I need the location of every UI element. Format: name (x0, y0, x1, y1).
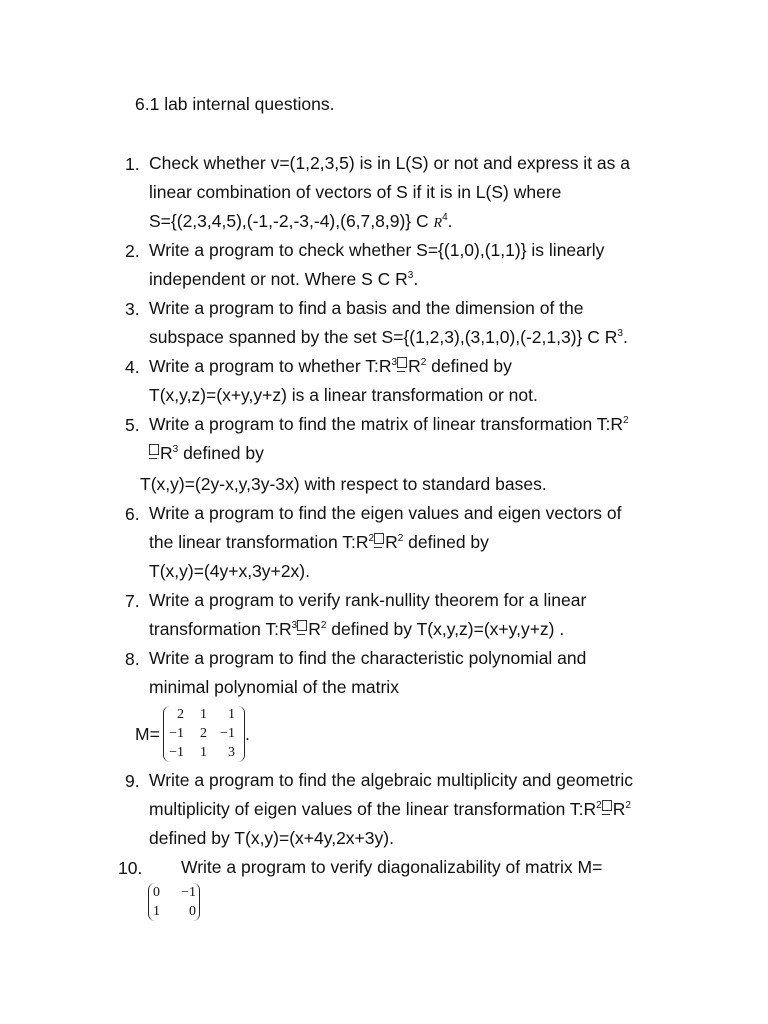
item-text-line: Check whether v=(1,2,3,5) is in L(S) or not and express it as a (149, 153, 630, 173)
item-text-line: defined by T(x,y)=(x+4y,2x+3y). (149, 828, 394, 848)
item-text-line: Write a program to whether $T:R^3$ $R^2$ defined by (149, 356, 512, 376)
item-number: 6. (125, 504, 140, 524)
item-text-line: linear combination of vectors of S if it is in L(S) where (149, 182, 562, 202)
document-heading: 6.1 lab internal questions. (135, 94, 335, 114)
missing-arrow-glyph-icon (397, 357, 407, 368)
item-text-line: T(x,y,z)=(x+y,y+z) is a linear transformation or not. (149, 385, 538, 405)
item-text-line: Write a program to find the eigen values and eigen vectors of (149, 503, 622, 523)
matrix-right-bracket (193, 883, 200, 921)
item-number: 10. (118, 858, 143, 878)
item-number: 3. (125, 299, 140, 319)
item-text-line: Write a program to find a basis and the dimension of the (149, 298, 584, 318)
matrix-end: . (245, 724, 250, 744)
item-text-line: T(x,y)=(2y-x,y,3y-3x) with respect to standard bases. (140, 474, 547, 494)
item-number: 5. (125, 415, 140, 435)
item-number: 7. (125, 591, 140, 611)
matrix-m-2x2: 0 −1 1 0 (153, 885, 196, 919)
item-text-line: Write a program to find the matrix of linear transformation $T:R^2$ (149, 414, 629, 434)
item-text-line: transformation $T:R^3$ $R^2$ defined by T(x,y,z)=(x+y,y+z) . (149, 619, 565, 639)
item-text-line: independent or not. Where S C $R^3$. (149, 269, 419, 289)
missing-arrow-glyph-icon (297, 620, 307, 631)
item-number: 8. (125, 649, 140, 669)
item-text-line: Write a program to verify diagonalizability of matrix M= (181, 857, 603, 877)
item-number: 1. (125, 154, 140, 174)
missing-arrow-glyph-icon (149, 444, 159, 455)
matrix-right-bracket (238, 706, 245, 762)
missing-arrow-glyph-icon (602, 800, 612, 811)
matrix-m-3x3: 2 1 1 −1 2 −1 −1 1 3 (169, 707, 235, 760)
item-text-line: subspace spanned by the set S={(1,2,3),(3,1,0),(-2,1,3)} C $R^3$. (149, 327, 628, 347)
item-text-line: Write a program to check whether S={(1,0),(1,1)} is linearly (149, 240, 605, 260)
item-number: 9. (125, 771, 140, 791)
item-text-line: $R^3$ defined by (149, 439, 264, 468)
matrix-label: M= (135, 724, 160, 744)
item-text-line: Write a program to find the characteristic polynomial and (149, 648, 587, 668)
vector-space-symbol: R (433, 216, 443, 231)
item-number: 2. (125, 241, 140, 261)
item-text-line: Write a program to find the algebraic multiplicity and geometric (149, 770, 634, 790)
missing-arrow-glyph-icon (374, 533, 384, 544)
item-text-line: S={(2,3,4,5),(-1,-2,-3,-4),(6,7,8,9)} C $R^4$. (149, 211, 453, 231)
item-text-line: minimal polynomial of the matrix (149, 677, 399, 697)
item-text-line: T(x,y)=(4y+x,3y+2x). (149, 561, 310, 581)
item-text-line: the linear transformation $T:R^2$ $R^2$ defined by (149, 532, 489, 552)
item-text-line: Write a program to verify rank-nullity theorem for a linear (149, 590, 587, 610)
item-number: 4. (125, 357, 140, 377)
item-text-line: multiplicity of eigen values of the linear transformation $T:R^2$ $R^2$ (149, 799, 631, 819)
